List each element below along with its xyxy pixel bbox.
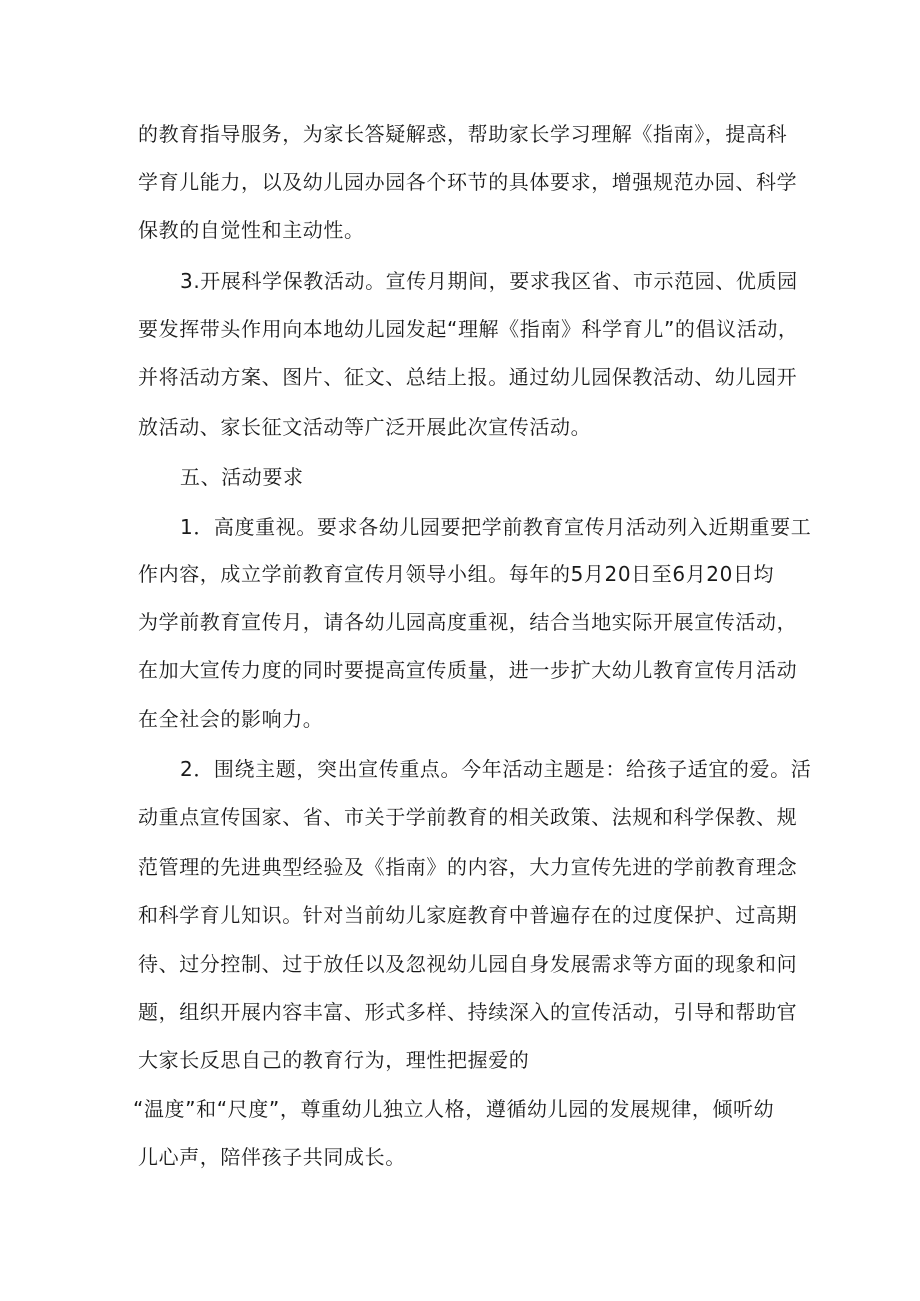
- body-line: 在加大宣传力度的同时要提高宣传质量，进一步扩大幼儿教育宣传月活动: [138, 658, 798, 682]
- section-heading: 五、活动要求: [180, 465, 304, 489]
- item-2-first-line: 2．围绕主题，突出宣传重点。今年活动主题是：给孩子适宜的爱。活: [180, 757, 812, 781]
- body-line: 要发挥带头作用向本地幼儿园发起“理解《指南》科学育儿”的倡议活动，: [138, 317, 799, 341]
- body-line: 儿心声，陪伴孩子共同成长。: [138, 1145, 406, 1169]
- body-line: 为学前教育宣传月，请各幼儿园高度重视，结合当地实际开展宣传活动，: [138, 610, 798, 634]
- body-line: 放活动、家长征文活动等广泛开展此次宣传活动。: [138, 415, 592, 439]
- body-line: 的教育指导服务，为家长答疑解惑，帮助家长学习理解《指南》，提高科: [138, 122, 788, 146]
- body-line: 学育儿能力，以及幼儿园办园各个环节的具体要求，增强规范办园、科学: [138, 170, 798, 194]
- body-line: 大家长反思自己的教育行为，理性把握爱的: [138, 1048, 530, 1072]
- body-line: 并将活动方案、图片、征文、总结上报。通过幼儿园保教活动、幼儿园开: [138, 365, 798, 389]
- body-line: 范管理的先进典型经验及《指南》的内容，大力宣传先进的学前教育理念: [138, 855, 798, 879]
- body-line: 作内容，成立学前教育宣传月领导小组。每年的5月20日至6月20日均: [138, 562, 775, 586]
- body-line: “温度”和“尺度”，尊重幼儿独立人格，遵循幼儿园的发展规律，倾听幼: [133, 1097, 775, 1121]
- body-line: 动重点宣传国家、省、市关于学前教育的相关政策、法规和科学保教、规: [138, 805, 798, 829]
- body-line: 待、过分控制、过于放任以及忽视幼儿园自身发展需求等方面的现象和问: [138, 952, 798, 976]
- item-1-first-line: 1．高度重视。要求各幼儿园要把学前教育宣传月活动列入近期重要工: [180, 515, 812, 539]
- body-line: 题，组织开展内容丰富、形式多样、持续深入的宣传活动，引导和帮助官: [138, 1000, 798, 1024]
- body-line: 和科学育儿知识。针对当前幼儿家庭教育中普遍存在的过度保护、过高期: [138, 903, 798, 927]
- body-line: 在全社会的影响力。: [138, 707, 324, 731]
- body-line: 保教的自觉性和主动性。: [138, 218, 365, 242]
- item-3-first-line: 3.开展科学保教活动。宣传月期间，要求我区省、市示范园、优质园: [180, 269, 798, 293]
